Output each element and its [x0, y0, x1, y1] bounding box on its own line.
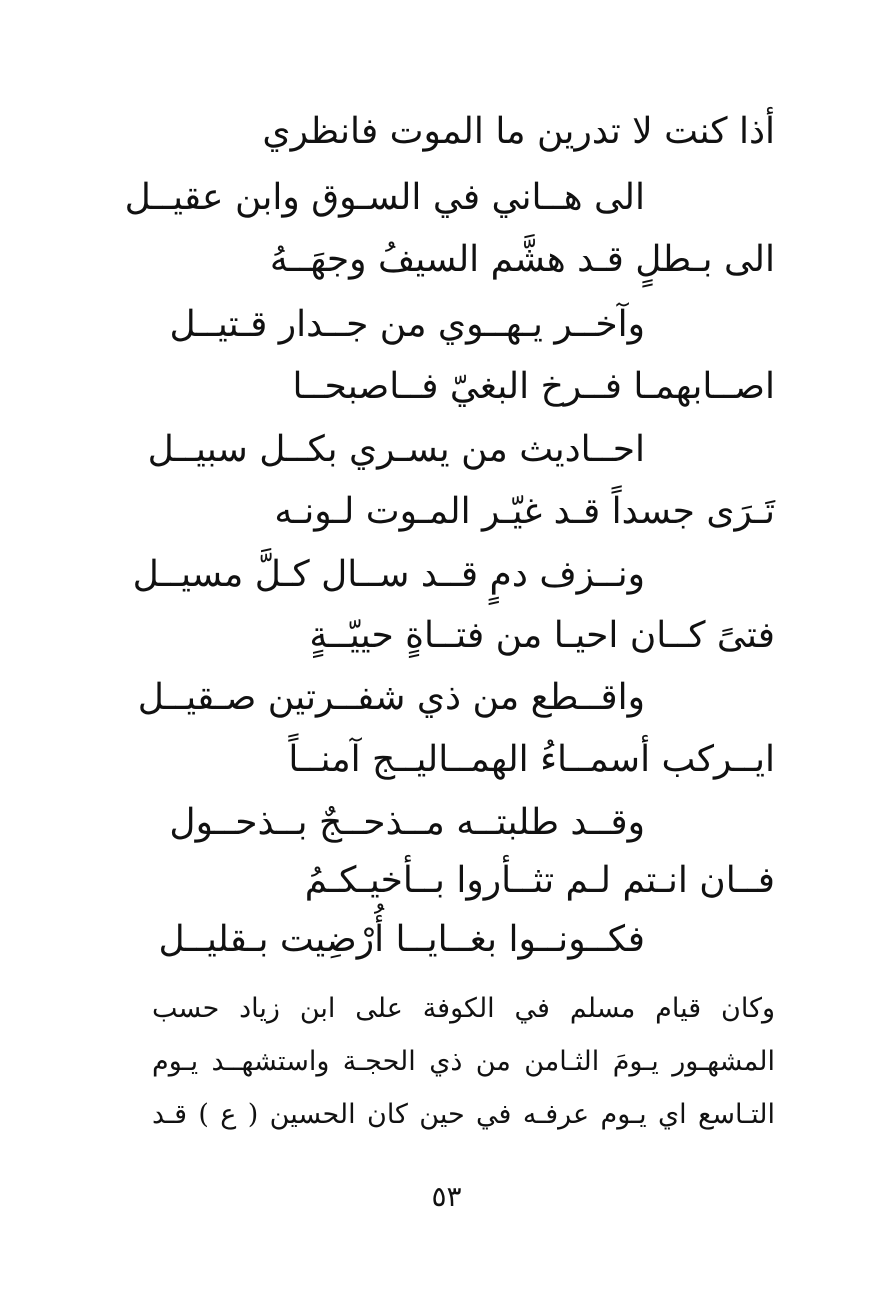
poem-line-1: أذا كنت لا تدرين ما الموت فانظري	[262, 111, 775, 152]
poem-line-3: الى بـطلٍ قـد هشَّم السيفُ وجهَــهُ	[269, 239, 775, 280]
poem-line-5: اصــابهمـا فــرخ البغيّ فــاصبحــا	[292, 366, 775, 407]
poem-line-6: احــاديث من يسـري بكــل سبيــل	[147, 429, 645, 470]
prose-line-2: المشهـور يـومَ الثـامن من ذي الحجـة واستشهــد يـوم	[152, 1046, 775, 1077]
poem-line-2: الى هــاني في السـوق وابن عقيــل	[124, 177, 645, 218]
poem-line-11: ايــركب أسمــاءُ الهمــاليــج آمنــاً	[288, 739, 775, 780]
prose-line-1: وكان قيام مسلم في الكوفة على ابن زياد حسب	[152, 993, 775, 1024]
poem-line-8: ونــزف دمٍ قــد ســال كـلَّ مسيــل	[132, 554, 645, 595]
page-number: ٥٣	[431, 1180, 462, 1213]
prose-line-3: التـاسع اي يـوم عرفـه في حين كان الحسين ( ع ) قـد	[152, 1099, 775, 1130]
poem-line-12: وقــد طلبتــه مــذحــجٌ بــذحــول	[169, 802, 645, 843]
poem-line-14: فكــونــوا بغــايــا أُرْضِيت بـقليــل	[158, 919, 645, 960]
poem-line-10: واقــطع من ذي شفــرتين صـقيــل	[137, 677, 645, 718]
poem-line-9: فتىً كــان احيـا من فتــاةٍ حييّــةٍ	[309, 615, 775, 656]
poem-line-7: تَـرَى جسداً قـد غيّـر المـوت لـونـه	[274, 491, 775, 532]
poem-line-13: فــان انـتم لـم تثــأروا بــأخيـكـمُ	[304, 860, 775, 901]
poem-line-4: وآخــر يـهــوي من جــدار قـتيــل	[169, 304, 645, 345]
